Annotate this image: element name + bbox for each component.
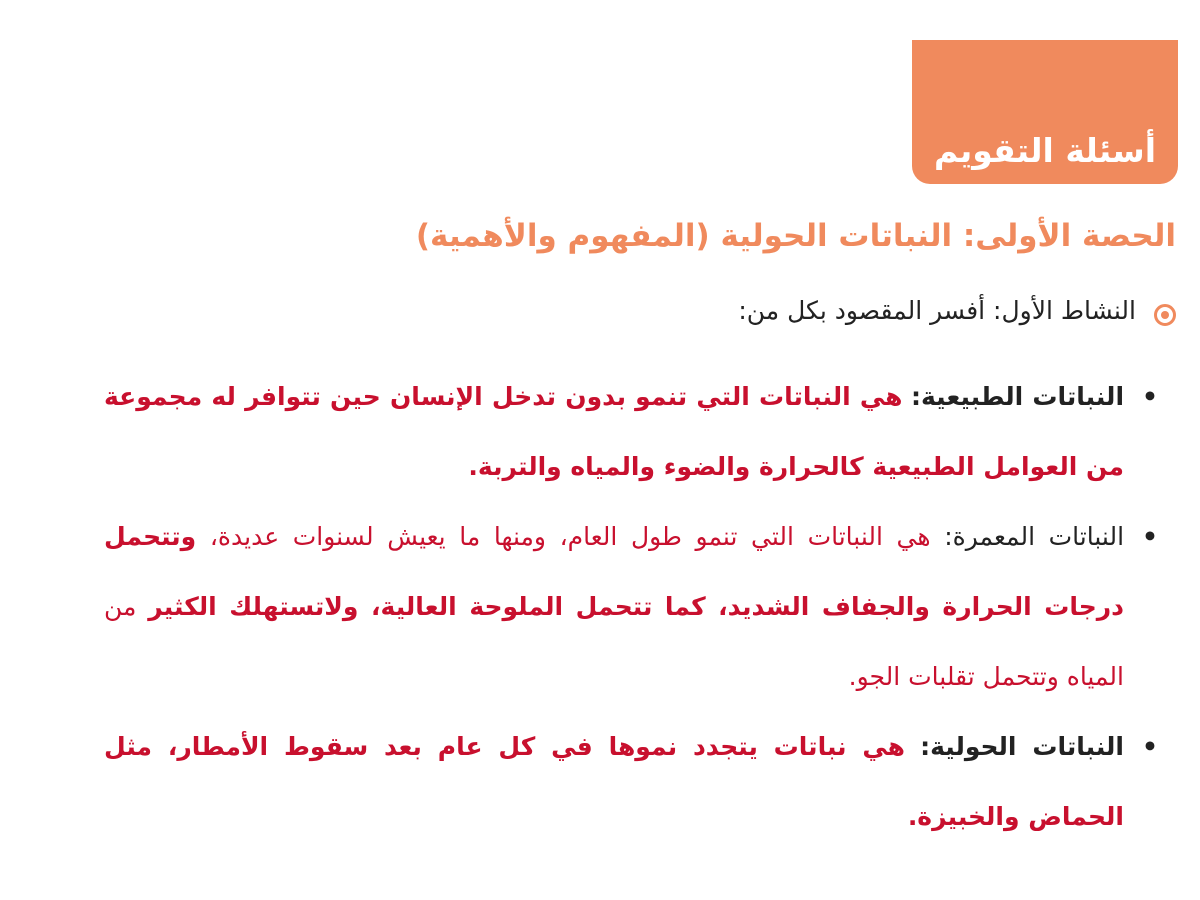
item-term: النباتات الطبيعية:: [910, 382, 1125, 411]
section-title: الحصة الأولى: النباتات الحولية (المفهوم والأهمية): [415, 218, 1176, 254]
bullet: •: [1142, 522, 1158, 551]
definitions-list: [104, 362, 1158, 852]
item-answer-part: هي النباتات التي تنمو طول العام، ومنها ما يعيش لسنوات عديدة،: [209, 522, 931, 551]
evaluation-badge: [912, 40, 1178, 184]
list-item: [104, 362, 1158, 502]
item-term: النباتات المعمرة:: [944, 522, 1125, 551]
item-answer: هي نباتات يتجدد نموها في كل عام بعد سقوط الأمطار، مثل الحماض والخبيزة.: [104, 732, 1124, 831]
target-icon: [1154, 304, 1176, 326]
activity-heading: [738, 296, 1136, 325]
list-item: [104, 502, 1158, 712]
bullet: •: [1142, 732, 1158, 761]
bullet: •: [1142, 382, 1158, 411]
list-item: [104, 712, 1158, 852]
badge-title: أسئلة التقويم: [933, 131, 1157, 170]
item-answer-part: وتتحمل درجات الحرارة والجفاف الشديد، كما تتحمل الملوحة العالية، ولاتستهلك الكثير: [104, 522, 1125, 621]
item-answer: هي النباتات التي تنمو بدون تدخل الإنسان حين تتوافر له مجموعة من العوامل الطبيعية كالحرارة والضوء والمياه والتربة.: [104, 382, 1124, 481]
item-term: النباتات الحولية:: [920, 732, 1124, 761]
item-answer-part: من المياه وتتحمل تقلبات الجو.: [104, 592, 1124, 691]
activity-text: النشاط الأول: أفسر المقصود بكل من:: [738, 296, 1136, 325]
